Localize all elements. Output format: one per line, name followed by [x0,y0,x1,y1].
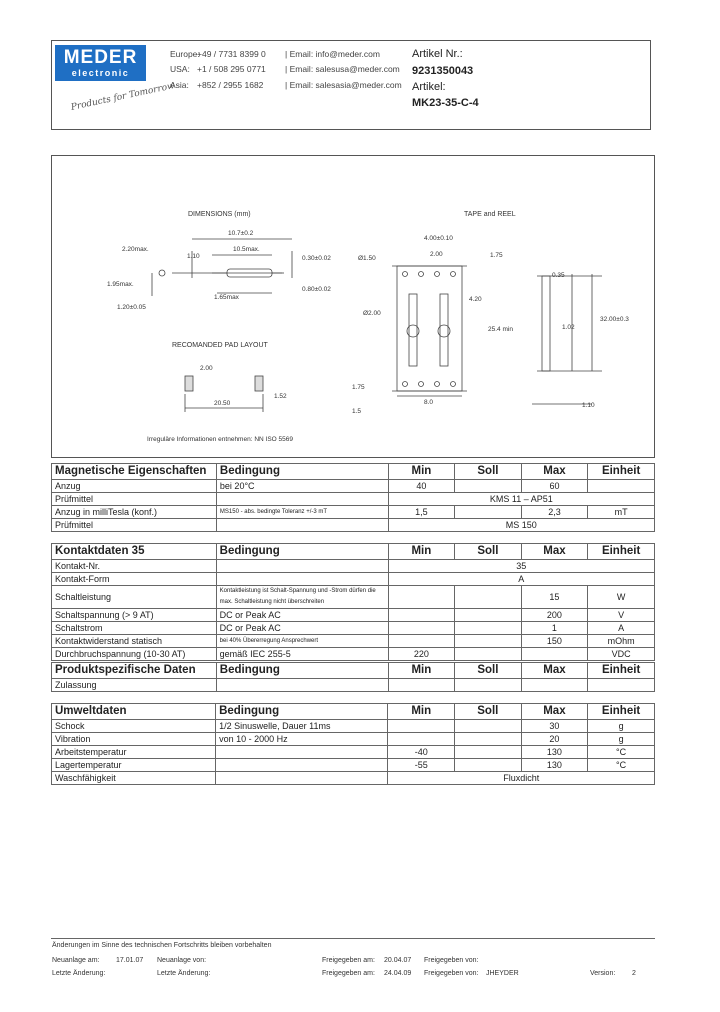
row-name: Zulassung [52,679,217,692]
row-unit: VDC [588,648,655,661]
row-span-value: 35 [388,560,654,573]
table-row [52,772,655,785]
table-row [52,560,655,573]
contact-phone-asia: +852 / 2955 1682 [197,80,264,90]
dimensions-title: DIMENSIONS (mm) [188,211,251,218]
row-soll [455,720,522,733]
header-cell: Bedingung [216,464,388,480]
row-name: Prüfmittel [52,519,217,532]
header-cell: Min [388,464,455,480]
contact-data-table [51,543,655,661]
footer-version-value: 2 [632,970,636,977]
contact-email-europe: | Email: info@meder.com [285,49,380,59]
footer-changed-by-label: Letzte Änderung: [157,970,211,977]
row-soll [455,648,522,661]
dim-label: 1.02 [562,324,575,331]
row-unit: °C [588,759,655,772]
table-row [52,635,655,648]
row-unit [588,679,655,692]
drawing-note: Irreguläre Informationen entnehmen: NN ISO 5569 [147,436,293,443]
dim-label: 1.10 [187,253,200,260]
magnetic-properties-table [51,463,655,532]
row-condition [216,772,388,785]
footer-created-by-label: Neuanlage von: [157,957,207,964]
row-name: Anzug in milliTesla (konf.) [52,506,217,519]
row-soll [455,746,522,759]
row-soll [455,609,522,622]
row-condition: DC or Peak AC [216,609,388,622]
table-header [52,544,655,560]
row-max: 30 [521,720,588,733]
contact-region-usa: USA: [170,64,190,74]
dim-label: 2.20max. [122,246,149,253]
row-condition: 1/2 Sinuswelle, Dauer 11ms [216,720,388,733]
table-row [52,506,655,519]
dim-label: 0.35 [552,272,565,279]
table-header [52,464,655,480]
row-name: Schock [52,720,216,733]
row-unit: g [588,720,655,733]
dim-label: Ø1.50 [358,255,376,262]
row-name: Lagertemperatur [52,759,216,772]
row-min [388,720,455,733]
row-span-value: KMS 11 – AP51 [388,493,654,506]
footer-approved2-label: Freigegeben am: [322,970,375,977]
footer-approved2-by-label: Freigegeben von: [424,970,479,977]
dim-label: 1.75 [490,252,503,259]
row-unit: °C [588,746,655,759]
artikel-label: Artikel: [412,81,446,93]
footer-approved-date: 20.04.07 [384,957,412,964]
dim-label: 32.00±0.3 [600,316,629,323]
dim-label: 20.50 [214,400,231,407]
row-name: Vibration [52,733,216,746]
row-name: Schaltstrom [52,622,217,635]
row-min [388,635,455,648]
row-min: -55 [388,759,455,772]
table-row [52,648,655,661]
row-name: Anzug [52,480,217,493]
dim-label: 1.65max [214,294,239,301]
header-cell: Einheit [588,464,655,480]
dim-label: Ø2.00 [363,310,381,317]
table-row [52,573,655,586]
slogan: Products for Tomorrow [70,81,176,113]
row-max: 15 [521,586,588,609]
header-cell: Soll [455,663,522,679]
dim-label: 8.0 [424,399,434,406]
row-condition: bei 20°C [216,480,388,493]
dim-label: 10.7±0.2 [228,230,254,237]
row-soll [455,480,522,493]
table-header [52,663,655,679]
table-row [52,746,655,759]
row-soll [455,679,522,692]
row-max [521,679,588,692]
row-condition: Kontaktleistung ist Schalt-Spannung und -Strom dürfen die max. Schaltleistung nicht überschreiten [216,586,388,609]
row-name: Durchbruchspannung (10-30 AT) [52,648,217,661]
dim-label: 1.10 [582,402,595,409]
footer-approved-by-label: Freigegeben von: [424,957,479,964]
footer-approved-label: Freigegeben am: [322,957,375,964]
footer-approved2-date: 24.04.09 [384,970,412,977]
tape-title: TAPE and REEL [464,211,516,218]
footer-created-date: 17.01.07 [116,957,144,964]
row-condition [216,560,388,573]
header-cell: Magnetische Eigenschaften [52,464,217,480]
row-name: Schaltleistung [52,586,217,609]
dim-label: 1.20±0.05 [117,304,146,311]
meder-logo [55,45,146,81]
header-cell: Umweltdaten [52,704,216,720]
dim-label: 25.4 min [488,326,513,333]
row-unit [588,480,655,493]
header-cell: Max [521,464,588,480]
row-span-value: Fluxdicht [388,772,655,785]
row-condition: MS150 - abs. bedingte Toleranz +/-3 mT [216,506,388,519]
table-row [52,586,655,609]
logo-text-bottom: electronic [71,68,130,78]
row-min: -40 [388,746,455,759]
header-cell: Produktspezifische Daten [52,663,217,679]
artikel-nr-label: Artikel Nr.: [412,48,463,60]
row-span-value: A [388,573,654,586]
row-soll [455,759,522,772]
dim-label: 1.52 [274,393,287,400]
footer-changed-label: Letzte Änderung: [52,970,106,977]
table-header [52,704,655,720]
header-cell: Bedingung [216,544,388,560]
row-condition [216,759,388,772]
contact-phone-europe: +49 / 7731 8399 0 [197,49,266,59]
table-row [52,622,655,635]
dim-label: 2.00 [430,251,443,258]
dim-label: 2.00 [200,365,213,372]
row-unit: mT [588,506,655,519]
contact-email-asia: | Email: salesasia@meder.com [285,80,402,90]
row-condition [216,679,388,692]
row-max: 20 [521,733,588,746]
row-condition: gemäß IEC 255-5 [216,648,388,661]
table-row [52,493,655,506]
row-max: 2,3 [521,506,588,519]
row-condition: bei 40% Übererregung Ansprechwert [216,635,388,648]
header-cell: Soll [455,544,522,560]
header-cell: Bedingung [216,704,388,720]
header-cell: Max [521,544,588,560]
row-condition [216,573,388,586]
footer-divider [51,938,655,939]
row-max: 150 [521,635,588,648]
footer-note: Änderungen im Sinne des technischen Fortschritts bleiben vorbehalten [52,942,272,949]
header-cell: Min [388,704,455,720]
dim-label: 1.95max. [107,281,134,288]
technical-drawing [51,155,655,458]
header-cell: Einheit [588,663,655,679]
footer-created-label: Neuanlage am: [52,957,100,964]
row-name: Arbeitstemperatur [52,746,216,759]
environmental-data-table [51,703,655,785]
row-unit: mOhm [588,635,655,648]
table-row [52,720,655,733]
contact-phone-usa: +1 / 508 295 0771 [197,64,266,74]
header-cell: Soll [455,704,522,720]
dim-label: 0.80±0.02 [302,286,331,293]
header-cell: Einheit [588,704,655,720]
row-name: Prüfmittel [52,493,217,506]
table-row [52,480,655,493]
row-unit: W [588,586,655,609]
row-name: Kontakt-Nr. [52,560,217,573]
row-max: 130 [521,759,588,772]
row-min [388,586,455,609]
dim-label: 0.30±0.02 [302,255,331,262]
header-cell: Bedingung [216,663,388,679]
table-row [52,609,655,622]
row-condition [216,493,388,506]
header-cell: Max [521,663,588,679]
table-row [52,519,655,532]
artikel-value: MK23-35-C-4 [412,97,479,109]
row-soll [455,622,522,635]
row-condition [216,746,388,759]
row-max: 60 [521,480,588,493]
row-min [388,609,455,622]
row-min [388,733,455,746]
artikel-nr-value: 9231350043 [412,65,474,77]
header-cell: Kontaktdaten 35 [52,544,217,560]
row-unit: g [588,733,655,746]
row-max: 130 [521,746,588,759]
row-min: 40 [388,480,455,493]
dim-label: 4.20 [469,296,482,303]
dim-label: 1.5 [352,408,362,415]
table-row [52,759,655,772]
contact-region-europe: Europe: [170,49,200,59]
header-cell: Soll [455,464,522,480]
pad-layout-title: RECOMANDED PAD LAYOUT [172,342,268,349]
dim-label: 4.00±0.10 [424,235,453,242]
row-condition: DC or Peak AC [216,622,388,635]
row-soll [455,733,522,746]
header-cell: Max [521,704,588,720]
row-max [521,648,588,661]
header-cell: Einheit [588,544,655,560]
row-name: Schaltspannung (> 9 AT) [52,609,217,622]
row-max: 200 [521,609,588,622]
row-name: Kontakt-Form [52,573,217,586]
dim-label: 10.5max. [233,246,260,253]
table-row [52,733,655,746]
product-specific-table [51,662,655,692]
header-cell: Min [388,663,455,679]
row-max: 1 [521,622,588,635]
row-min: 220 [388,648,455,661]
logo-text-top: MEDER [63,47,138,68]
row-span-value: MS 150 [388,519,654,532]
row-unit: V [588,609,655,622]
table-row [52,679,655,692]
row-soll [455,635,522,648]
row-soll [455,586,522,609]
row-name: Waschfähigkeit [52,772,216,785]
header-cell: Min [388,544,455,560]
row-condition: von 10 - 2000 Hz [216,733,388,746]
footer-approved2-by: JHEYDER [486,970,519,977]
contact-email-usa: | Email: salesusa@meder.com [285,64,400,74]
footer-version-label: Version: [590,970,616,977]
row-min [388,679,455,692]
row-min: 1,5 [388,506,455,519]
row-soll [455,506,522,519]
row-unit: A [588,622,655,635]
row-condition [216,519,388,532]
row-name: Kontaktwiderstand statisch [52,635,217,648]
dim-label: 1.75 [352,384,365,391]
contact-region-asia: Asia: [170,80,189,90]
row-min [388,622,455,635]
